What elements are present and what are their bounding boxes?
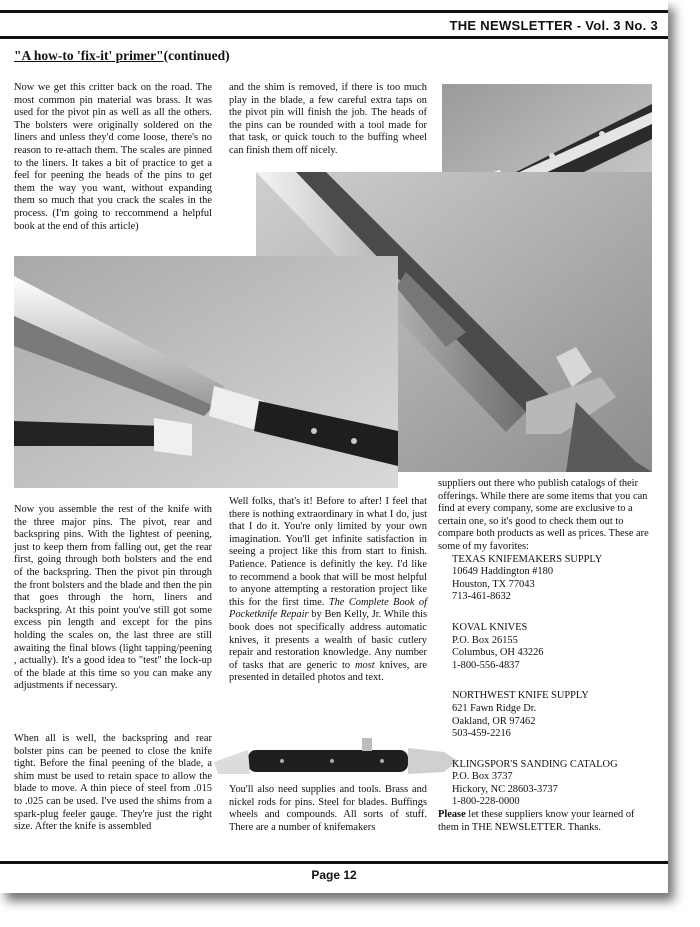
supplier-address-line: P.O. Box 3737 [452, 771, 513, 783]
supplier-name: NORTHWEST KNIFE SUPPLY [452, 690, 589, 702]
supplier-name: KOVAL KNIVES [452, 621, 528, 633]
supplier-list [452, 554, 652, 810]
column2-bottom-text [229, 784, 427, 834]
column1-bottom-text [14, 733, 212, 834]
supplier-name: KLINGSPOR'S SANDING CATALOG [452, 758, 618, 770]
column1-middle-text [14, 504, 212, 693]
supplier-address-line: P.O. Box 26155 [452, 634, 518, 646]
column3-text [438, 478, 652, 834]
article-title-main: "A how-to 'fix-it' primer" [14, 48, 164, 63]
column2-top-text [229, 82, 427, 158]
paragraph: suppliers out there who publish catalogs of their offerings. While there are some items that you can find at every company, some are exclusive to a certain one, so it's good to check them out to compare both products as well as prices. These are some of my favorites: [438, 478, 649, 552]
text-run: let these suppliers know your learned of them in THE NEWSLETTER. Thanks. [438, 809, 635, 833]
text-run: Well folks, that's it! Before to after! I feel that there is nothing extraordinary in what I do, just that I do it. You're only limited by your own imagination. You'll get infinite satisfaction in seeing a project like this from start to finish. Patience. Patience is definitly the key. I'd like to recommend a book that will be most helpful to anyone attempting a restoration project like this for the first time. [229, 496, 427, 608]
paragraph: Now you assemble the rest of the knife with the three major pins. The pivot, rear and backspring pins. With the lightest of peening, just to keep them from falling out, get the rear first, going through both bolsters and the end of the backspring. Then the pivot pin through the front bolsters and the blade and then the pin that goes through the horn, liners and backspring. At this point you've still got some excess pin length and except for the pins holding the scales on, the last three are still awaiting the final blows (light tapping/peening , actually). It's a good idea to "test" the lock-up of the blade at this time so you can make any adjustments if necessary. [14, 504, 212, 692]
supplier-phone: 1-800-556-4837 [452, 659, 520, 671]
header-top-rule [0, 10, 668, 13]
closing-paragraph [438, 809, 652, 834]
supplier-phone: 503-459-2216 [452, 728, 511, 740]
closing-bold-word: Please [438, 809, 466, 821]
column1-top-text [14, 82, 212, 233]
paragraph: Now we get this critter back on the road. The most common pin material was brass. It was used for the pivot pin as well as all the others. The bolsters were originally soldered on the liners and unless they'd come loose, there's no reason to re-attach them. The scales are pinned to the liners. It takes a bit of practice to get a feel for peening the heads of the pins to get them the way you want, without expanding them so much that you crack the scales in the process. (I'm going to reccommend a helpful book at the end of this article) [14, 82, 212, 232]
footer-rule [0, 861, 668, 864]
page-number: Page 12 [311, 868, 357, 882]
article-title [14, 48, 230, 64]
supplier-city-line: Columbus, OH 43226 [452, 647, 544, 659]
book-title: The Complete Book of Pocketknife Repair [229, 596, 427, 621]
article-title-suffix: (continued) [163, 48, 230, 63]
supplier-phone: 713-461-8632 [452, 591, 511, 603]
supplier-address-line: 621 Fawn Ridge Dr. [452, 702, 537, 714]
newsletter-header-title: THE NEWSLETTER - Vol. 3 No. 3 [449, 18, 658, 33]
paragraph: When all is well, the backspring and rear bolster pins can be peened to close the knife tight. Before the final peening of the blade, a shim must be used to retain space to allow the blade to move. A thin piece of steel from .015 to .025 can be used. I've used the shims from a spark-plug feeler gauge. They're just the right size. After the knife is assembled [14, 733, 212, 833]
supplier-city-line: Hickory, NC 28603-3737 [452, 783, 558, 795]
header-bottom-rule [0, 36, 668, 39]
switchblade-photo [212, 730, 460, 790]
supplier-name: TEXAS KNIFEMAKERS SUPPLY [452, 553, 603, 565]
text-run: knives, are presented in detailed photos and text. [229, 659, 427, 684]
paragraph [229, 496, 427, 685]
paragraph: and the shim is removed, if there is too much play in the blade, a few careful extra taps on the pivot pin will finish the job. The heads of the pins can be rounded with a tool made for that task, or quick touch to the buffing wheel can finish them off nicely. [229, 82, 427, 156]
text-run: by Ben Kelly, Jr. While this book does not specifically address automatic knives, it presents a wealth of basic cutlery repair and restoration knowledge. Any number of tasks that are generic to [229, 609, 427, 671]
supplier-city-line: Houston, TX 77043 [452, 578, 535, 590]
emphasis-most: most [355, 659, 375, 671]
column2-middle-text [229, 496, 427, 685]
supplier-city-line: Oakland, OR 97462 [452, 715, 536, 727]
paragraph: You'll also need supplies and tools. Brass and nickel rods for pins. Steel for blades. Buffings wheels and compounds. All sorts of stuff. There are a number of knifemakers [229, 784, 427, 833]
supplier-phone: 1-800-228-0000 [452, 796, 520, 808]
knife-profile-photo [14, 256, 398, 488]
supplier-address-line: 10649 Haddington #180 [452, 566, 554, 578]
